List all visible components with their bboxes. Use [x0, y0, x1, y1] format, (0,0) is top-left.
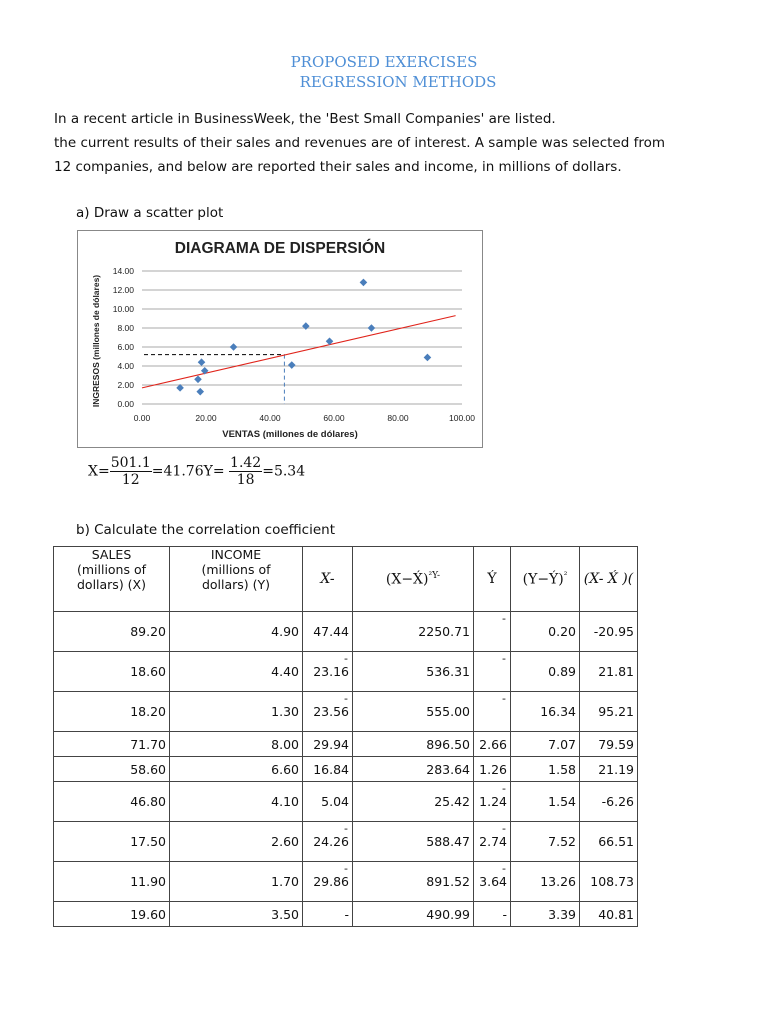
- table-cell-value: 1.58: [548, 761, 576, 777]
- table-body: [54, 612, 638, 927]
- y-tick-label: 10.00: [112, 304, 134, 314]
- x-tick-label: 60.00: [323, 413, 345, 423]
- intro-line-3: 12 companies, and below are reported their sales and income, in millions of dollars.: [54, 159, 622, 175]
- minus-sign: -: [344, 822, 348, 835]
- table-row: [54, 732, 638, 757]
- fraction-x-numerator: 501.1: [110, 455, 151, 471]
- table-cell-value: 23.16: [313, 664, 349, 679]
- table-cell: [474, 757, 511, 782]
- table-cell: [580, 757, 638, 782]
- table-cell: [511, 652, 580, 692]
- mean-formula: [88, 455, 305, 488]
- y-tick-label: 0.00: [117, 399, 134, 409]
- table-cell: [353, 732, 474, 757]
- table-cell: [580, 692, 638, 732]
- table-cell: [54, 732, 170, 757]
- table-cell: [303, 652, 353, 692]
- table-cell: [170, 652, 303, 692]
- table-cell: [353, 757, 474, 782]
- table-cell: [511, 862, 580, 902]
- table-cell: [474, 732, 511, 757]
- table-cell-value: 536.31: [426, 664, 470, 679]
- header-sales-line1: SALES: [91, 547, 132, 562]
- table-cell-value: 0.20: [548, 624, 576, 639]
- header-y-squared-base: (Y−Ý): [522, 571, 564, 588]
- table-cell: [303, 732, 353, 757]
- table-row: [54, 612, 638, 652]
- scatter-point: [194, 376, 202, 384]
- table-cell-value: 18.60: [130, 664, 166, 679]
- x-tick-label: 100.00: [449, 413, 475, 423]
- fraction-y-numerator: 1.42: [230, 455, 262, 471]
- table-cell: [474, 782, 511, 822]
- table-row: [54, 902, 638, 927]
- table-cell: [474, 902, 511, 927]
- table-cell-value: 1.54: [548, 794, 576, 809]
- table-cell: [474, 692, 511, 732]
- table-cell-value: 11.90: [130, 874, 166, 889]
- table-cell-value: 21.19: [598, 761, 634, 777]
- table-cell: [353, 782, 474, 822]
- table-cell-value: 47.44: [313, 624, 349, 639]
- table-cell: [54, 782, 170, 822]
- table-row: [54, 757, 638, 782]
- header-xy-product-text: (X- X́ )(: [583, 571, 634, 587]
- table-cell: [303, 782, 353, 822]
- header-x-deviation-text: X-: [320, 571, 335, 587]
- table-cell: [303, 902, 353, 927]
- table-cell-value: 108.73: [590, 874, 634, 889]
- table-cell: [54, 652, 170, 692]
- scatter-point: [424, 354, 432, 362]
- header-x-squared-exp: ²Y-: [428, 570, 441, 581]
- part-a-heading: a) Draw a scatter plot: [76, 205, 224, 221]
- table-cell: [353, 862, 474, 902]
- table-row: [54, 692, 638, 732]
- table-cell: [580, 732, 638, 757]
- table-cell-value: 2.74: [479, 834, 507, 849]
- header-sales: [54, 547, 170, 612]
- header-income-line1: INCOME: [210, 547, 262, 562]
- table-cell: [303, 612, 353, 652]
- table-cell: [580, 782, 638, 822]
- table-cell-value: 71.70: [130, 736, 166, 752]
- table-cell-value: 7.07: [548, 736, 576, 752]
- table-cell-value: 0.89: [548, 664, 576, 679]
- table-cell: [511, 732, 580, 757]
- table-cell-value: 23.56: [313, 704, 349, 719]
- minus-sign: -: [502, 612, 506, 625]
- table-row: [54, 652, 638, 692]
- table-cell: [353, 822, 474, 862]
- trendline: [142, 316, 456, 388]
- table-cell-value: 490.99: [426, 906, 470, 922]
- table-cell: [353, 692, 474, 732]
- y-tick-label: 6.00: [117, 342, 134, 352]
- table-cell: [170, 902, 303, 927]
- x-tick-label: 20.00: [195, 413, 217, 423]
- document-title-line1: PROPOSED EXERCISES: [290, 53, 478, 71]
- table-cell-value: -6.26: [601, 794, 634, 809]
- header-x-squared: [353, 547, 474, 612]
- table-cell: [474, 652, 511, 692]
- table-cell: [170, 822, 303, 862]
- chart-trendline-layer: [142, 316, 456, 388]
- intro-line-2: the current results of their sales and revenues are of interest. A sample was selected from: [54, 135, 666, 151]
- minus-sign: -: [502, 782, 506, 795]
- table-cell-value: 3.39: [548, 906, 576, 922]
- header-income-line3: dollars) (Y): [201, 577, 271, 592]
- table-cell: [170, 612, 303, 652]
- table-cell-value: 66.51: [598, 834, 634, 849]
- table-cell-value: 2.66: [479, 736, 507, 752]
- fraction-y-denominator: 18: [236, 472, 255, 488]
- chart-guide-lines: [144, 355, 284, 404]
- table-cell: [474, 822, 511, 862]
- table-cell-value: 29.94: [313, 736, 349, 752]
- table-cell-value: 40.81: [598, 906, 634, 922]
- table-cell-value: 79.59: [598, 736, 634, 752]
- table-cell-value: 891.52: [426, 874, 470, 889]
- table-cell: [353, 652, 474, 692]
- chart-title: DIAGRAMA DE DISPERSIÓN: [174, 240, 386, 257]
- table-cell: [54, 822, 170, 862]
- table-cell: [511, 902, 580, 927]
- scatter-point: [302, 322, 310, 330]
- chart-grid: [142, 271, 462, 404]
- table-cell-value: -: [344, 906, 349, 922]
- scatter-point: [360, 279, 368, 287]
- formula-x-result: =41.76Y=: [151, 463, 225, 480]
- scatter-point: [368, 324, 376, 332]
- table-cell-value: 17.50: [130, 834, 166, 849]
- chart-points: [176, 279, 431, 396]
- header-sales-line3: dollars) (X): [76, 577, 146, 592]
- x-tick-label: 0.00: [133, 413, 151, 423]
- table-cell-value: 29.86: [313, 874, 349, 889]
- table-cell: [54, 862, 170, 902]
- table-cell: [54, 692, 170, 732]
- table-row: [54, 862, 638, 902]
- header-y-squared: [511, 547, 580, 612]
- table-cell-value: 3.64: [479, 874, 507, 889]
- table-cell: [580, 652, 638, 692]
- table-cell: [511, 692, 580, 732]
- table-cell: [170, 732, 303, 757]
- table-row: [54, 782, 638, 822]
- y-tick-label: 8.00: [117, 323, 134, 333]
- table-cell: [170, 862, 303, 902]
- table-cell-value: 24.26: [313, 834, 349, 849]
- table-cell-value: 555.00: [426, 704, 470, 719]
- minus-sign: -: [502, 862, 506, 875]
- formula-y-result: =5.34: [262, 463, 306, 480]
- header-xy-product: [580, 547, 638, 612]
- header-sales-line2: (millions of: [76, 562, 147, 577]
- table-cell: [303, 757, 353, 782]
- table-cell-value: 896.50: [426, 736, 470, 752]
- table-cell: [511, 612, 580, 652]
- table-cell-value: 7.52: [548, 834, 576, 849]
- minus-sign: -: [502, 692, 506, 705]
- table-cell: [353, 902, 474, 927]
- table-cell: [474, 862, 511, 902]
- table-cell: [511, 757, 580, 782]
- table-cell-value: -: [502, 906, 507, 922]
- table-cell-value: 588.47: [426, 834, 470, 849]
- table-cell-value: 21.81: [598, 664, 634, 679]
- table-cell: [511, 822, 580, 862]
- table-cell-value: 1.70: [271, 874, 299, 889]
- table-cell-value: 16.84: [313, 761, 349, 777]
- table-cell-value: 18.20: [130, 704, 166, 719]
- table-cell-value: 89.20: [130, 624, 166, 639]
- formula-x-prefix: X=: [88, 463, 110, 480]
- header-y-hat: [474, 547, 511, 612]
- table-cell-value: 283.64: [426, 761, 470, 777]
- fraction-x-denominator: 12: [121, 472, 140, 488]
- minus-sign: -: [502, 822, 506, 835]
- table-row: [54, 822, 638, 862]
- table-cell-value: 4.90: [271, 624, 299, 639]
- scatter-point: [288, 361, 296, 369]
- y-tick-label: 14.00: [112, 266, 134, 276]
- table-cell: [580, 612, 638, 652]
- table-cell-value: 4.10: [271, 794, 299, 809]
- scatter-plot-svg: [78, 231, 482, 447]
- table-cell: [474, 612, 511, 652]
- table-cell-value: 1.30: [271, 704, 299, 719]
- table-cell: [303, 692, 353, 732]
- correlation-table: [53, 546, 638, 927]
- table-cell-value: 16.34: [540, 704, 576, 719]
- fraction-y: [229, 455, 262, 488]
- table-cell: [170, 757, 303, 782]
- table-cell-value: 58.60: [130, 761, 166, 777]
- scatter-chart: [77, 230, 483, 448]
- header-x-deviation: [303, 547, 353, 612]
- fraction-x: [110, 455, 152, 488]
- header-income-line2: (millions of: [201, 562, 271, 577]
- table-cell-value: 8.00: [271, 736, 299, 752]
- minus-sign: -: [502, 652, 506, 665]
- table-cell: [54, 902, 170, 927]
- table-cell: [353, 612, 474, 652]
- y-axis-label: INGRESOS (millones de dólares): [91, 274, 101, 408]
- table-cell-value: 1.24: [479, 794, 507, 809]
- table-cell: [170, 692, 303, 732]
- table-cell-value: 25.42: [434, 794, 470, 809]
- table-cell: [511, 782, 580, 822]
- table-cell-value: -20.95: [593, 624, 634, 639]
- part-b-heading: b) Calculate the correlation coefficient: [76, 522, 336, 538]
- table-cell-value: 13.26: [540, 874, 576, 889]
- table-cell: [170, 782, 303, 822]
- table-cell-value: 3.50: [271, 906, 299, 922]
- scatter-point: [198, 358, 206, 366]
- intro-line-1: In a recent article in BusinessWeek, the 'Best Small Companies' are listed.: [54, 111, 556, 127]
- table-cell: [303, 822, 353, 862]
- table-cell-value: 2.60: [271, 834, 299, 849]
- header-x-squared-base: (X−X́): [385, 571, 429, 588]
- x-tick-label: 40.00: [259, 413, 281, 423]
- table-cell-value: 19.60: [130, 906, 166, 922]
- chart-tick-labels: [113, 266, 476, 423]
- table-cell: [580, 822, 638, 862]
- table-cell: [580, 862, 638, 902]
- document-title-line2: REGRESSION METHODS: [299, 73, 497, 91]
- table-cell-value: 46.80: [130, 794, 166, 809]
- table-cell: [54, 612, 170, 652]
- table-cell-value: 1.26: [479, 761, 507, 777]
- minus-sign: -: [344, 652, 348, 665]
- y-tick-label: 4.00: [117, 361, 134, 371]
- table-header-row: [54, 547, 638, 612]
- table-cell-value: 5.04: [321, 794, 349, 809]
- y-tick-label: 2.00: [117, 380, 134, 390]
- minus-sign: -: [344, 692, 348, 705]
- header-y-hat-text: Ý: [487, 571, 497, 587]
- header-income: [170, 547, 303, 612]
- scatter-point: [196, 388, 204, 396]
- x-tick-label: 80.00: [387, 413, 409, 423]
- table-cell-value: 95.21: [598, 704, 634, 719]
- scatter-point: [230, 343, 238, 351]
- header-y-squared-exp: ²: [563, 570, 568, 581]
- table-cell: [54, 757, 170, 782]
- table-cell: [580, 902, 638, 927]
- scatter-point: [201, 367, 209, 375]
- y-tick-label: 12.00: [112, 285, 134, 295]
- table-cell-value: 2250.71: [418, 624, 470, 639]
- table-cell: [303, 862, 353, 902]
- x-axis-label: VENTAS (millones de dólares): [222, 429, 358, 440]
- table-cell-value: 4.40: [271, 664, 299, 679]
- table-cell-value: 6.60: [271, 761, 299, 777]
- minus-sign: -: [344, 862, 348, 875]
